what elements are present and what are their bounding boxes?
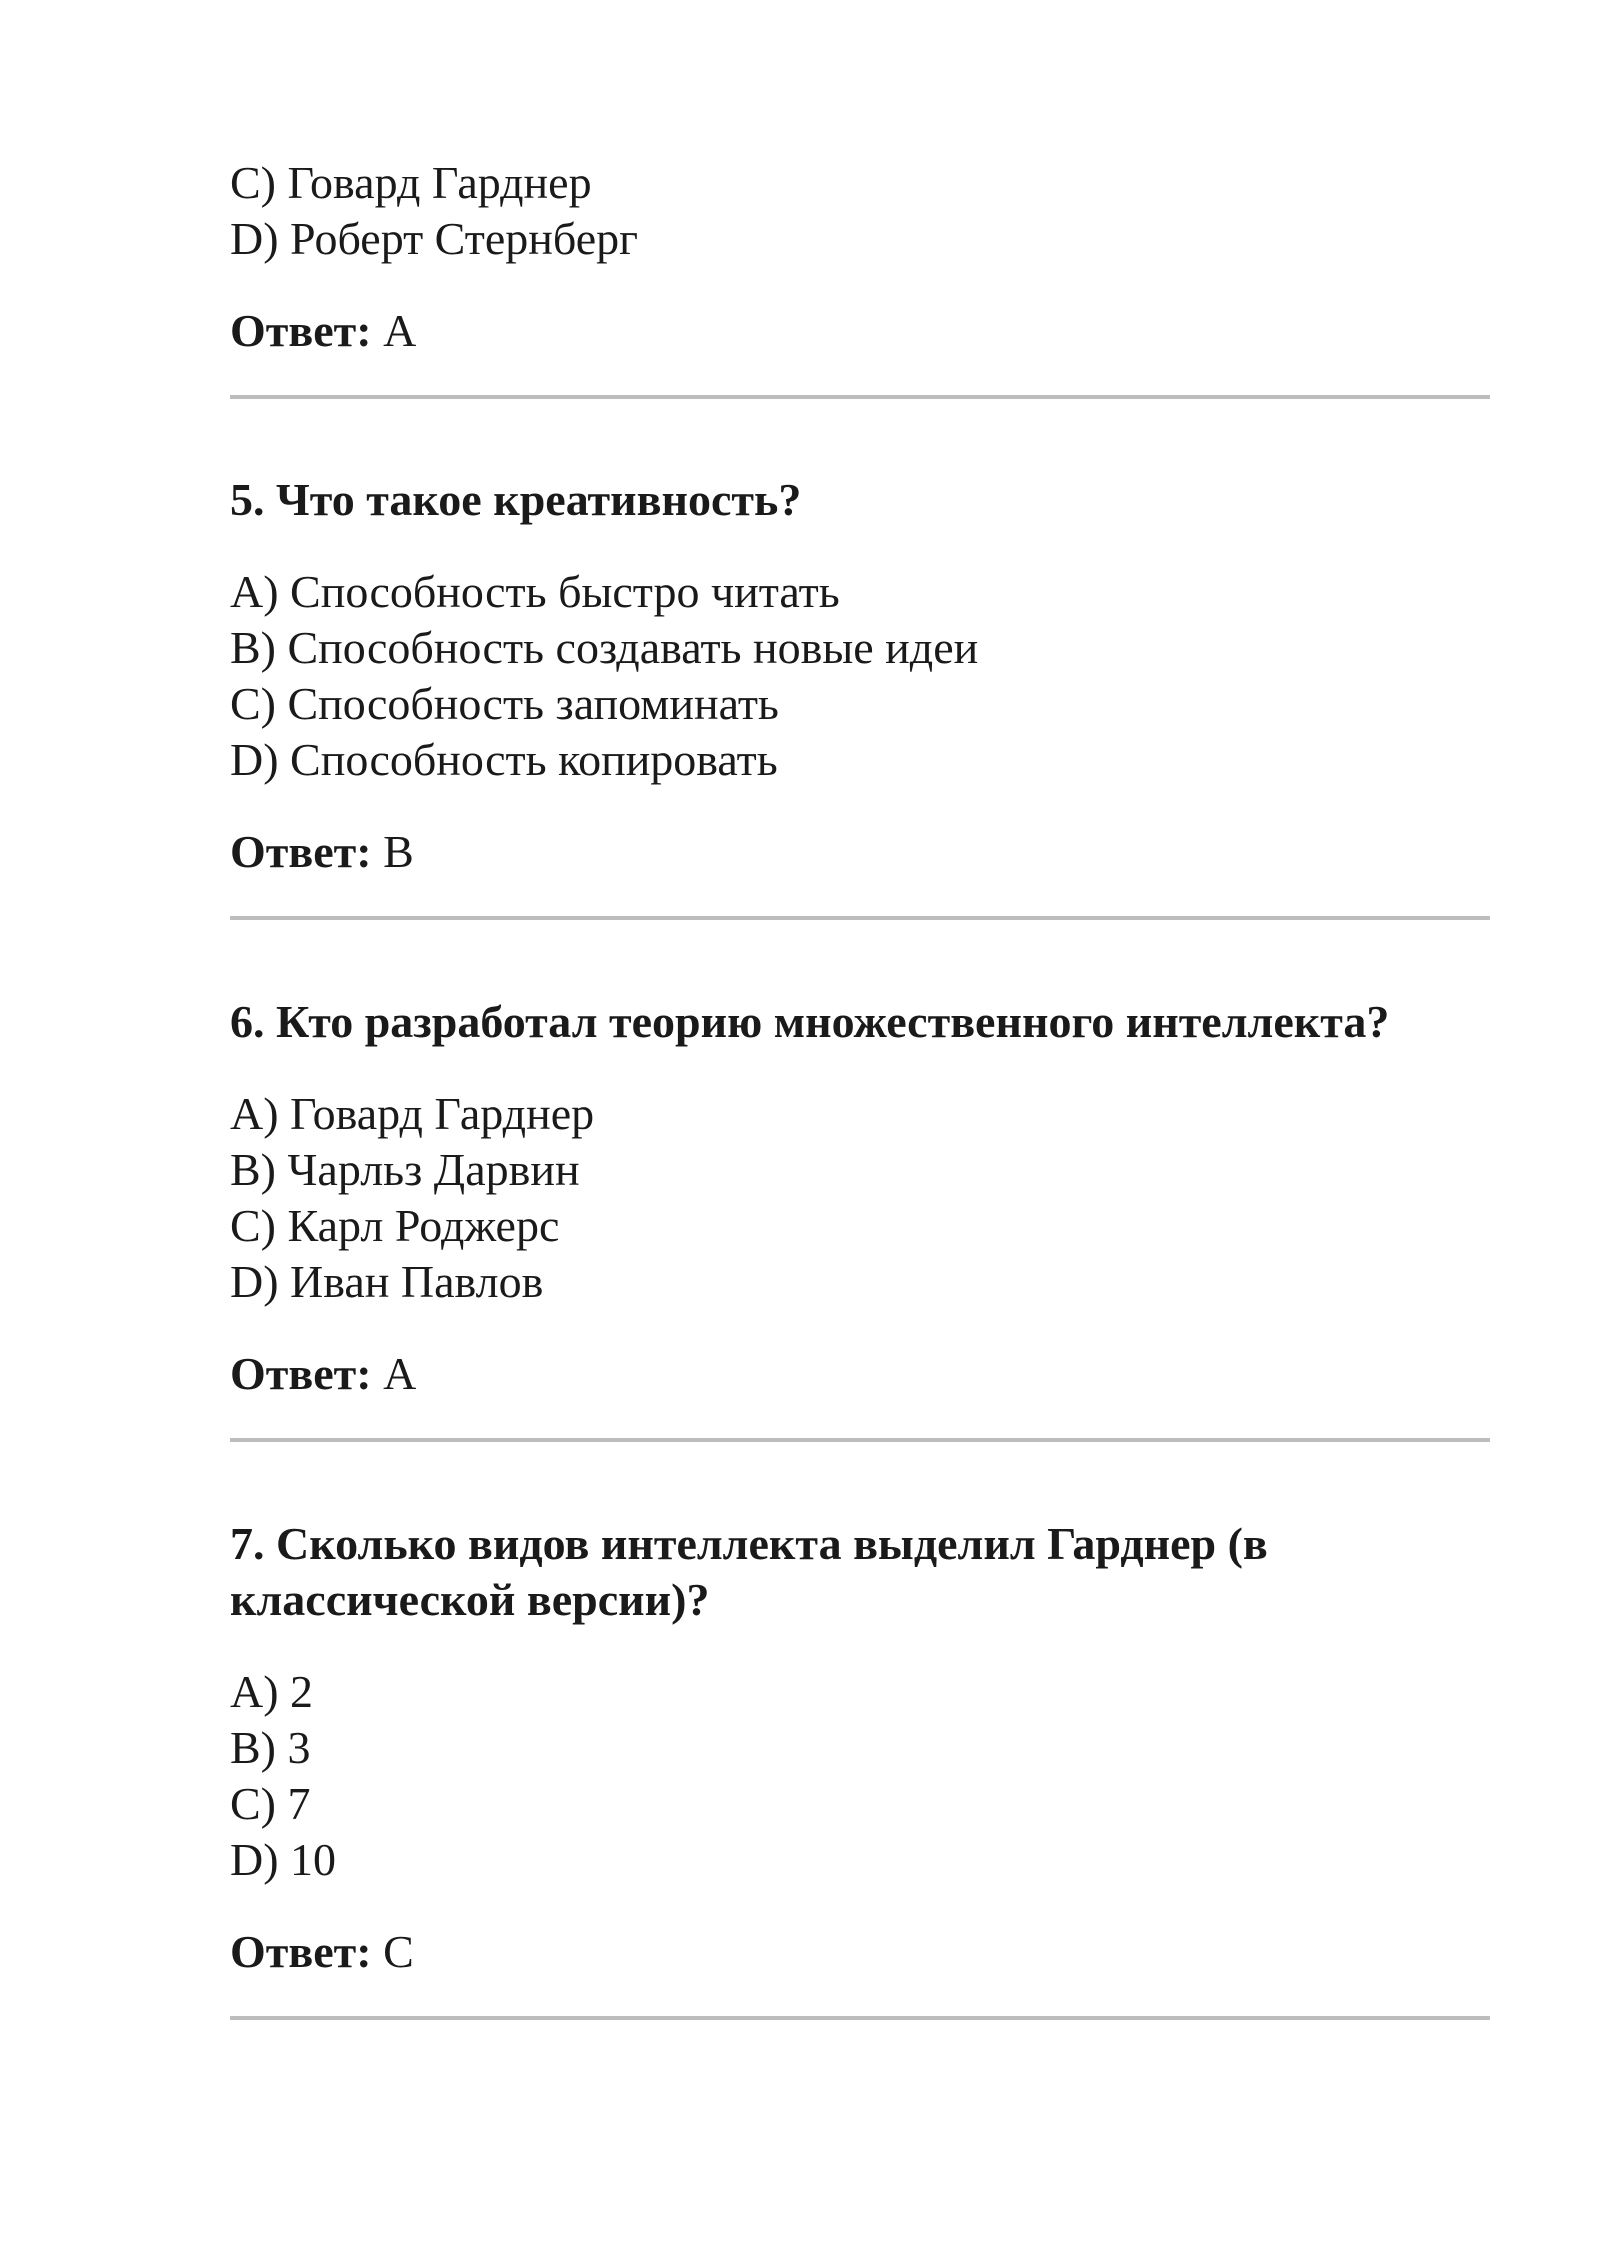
answer-label: Ответ: xyxy=(230,1926,372,1977)
question-5 xyxy=(230,472,978,880)
option-c: C) 7 xyxy=(230,1778,311,1829)
option-d: D) Способность копировать xyxy=(230,734,778,785)
options-list xyxy=(230,1664,1490,1888)
question-7 xyxy=(230,1516,1490,1980)
answer-label: Ответ: xyxy=(230,305,372,356)
answer-line xyxy=(230,303,638,359)
answer-line xyxy=(230,1346,1389,1402)
options-list xyxy=(230,564,978,788)
answer-value: A xyxy=(383,1348,417,1399)
question-title: 6. Кто разработал теорию множественного интеллекта? xyxy=(230,996,1390,1047)
option-a: A) Способность быстро читать xyxy=(230,566,840,617)
option-b: B) Способность создавать новые идеи xyxy=(230,622,979,673)
question-4-continuation xyxy=(230,155,638,359)
question-6 xyxy=(230,994,1389,1402)
option-b: B) 3 xyxy=(230,1722,311,1773)
answer-value: B xyxy=(383,826,414,877)
divider xyxy=(230,2016,1490,2020)
question-title: 7. Сколько видов интеллекта выделил Гарднер (в классической версии)? xyxy=(230,1518,1268,1625)
divider xyxy=(230,916,1490,920)
option-c: C) Карл Роджерс xyxy=(230,1200,560,1251)
divider xyxy=(230,395,1490,399)
answer-line xyxy=(230,1924,1490,1980)
option-a: A) Говард Гарднер xyxy=(230,1088,595,1139)
question-title: 5. Что такое креативность? xyxy=(230,474,802,525)
answer-label: Ответ: xyxy=(230,1348,372,1399)
options-list xyxy=(230,1086,1389,1310)
answer-line xyxy=(230,824,978,880)
option-d: D) Роберт Стернберг xyxy=(230,213,638,264)
divider xyxy=(230,1438,1490,1442)
answer-value: A xyxy=(383,305,417,356)
option-a: A) 2 xyxy=(230,1666,314,1717)
option-c: C) Способность запоминать xyxy=(230,678,779,729)
option-d: D) 10 xyxy=(230,1834,337,1885)
answer-label: Ответ: xyxy=(230,826,372,877)
option-d: D) Иван Павлов xyxy=(230,1256,544,1307)
answer-value: C xyxy=(383,1926,414,1977)
option-c: C) Говард Гарднер xyxy=(230,157,592,208)
options-list xyxy=(230,155,638,267)
option-b: B) Чарльз Дарвин xyxy=(230,1144,580,1195)
